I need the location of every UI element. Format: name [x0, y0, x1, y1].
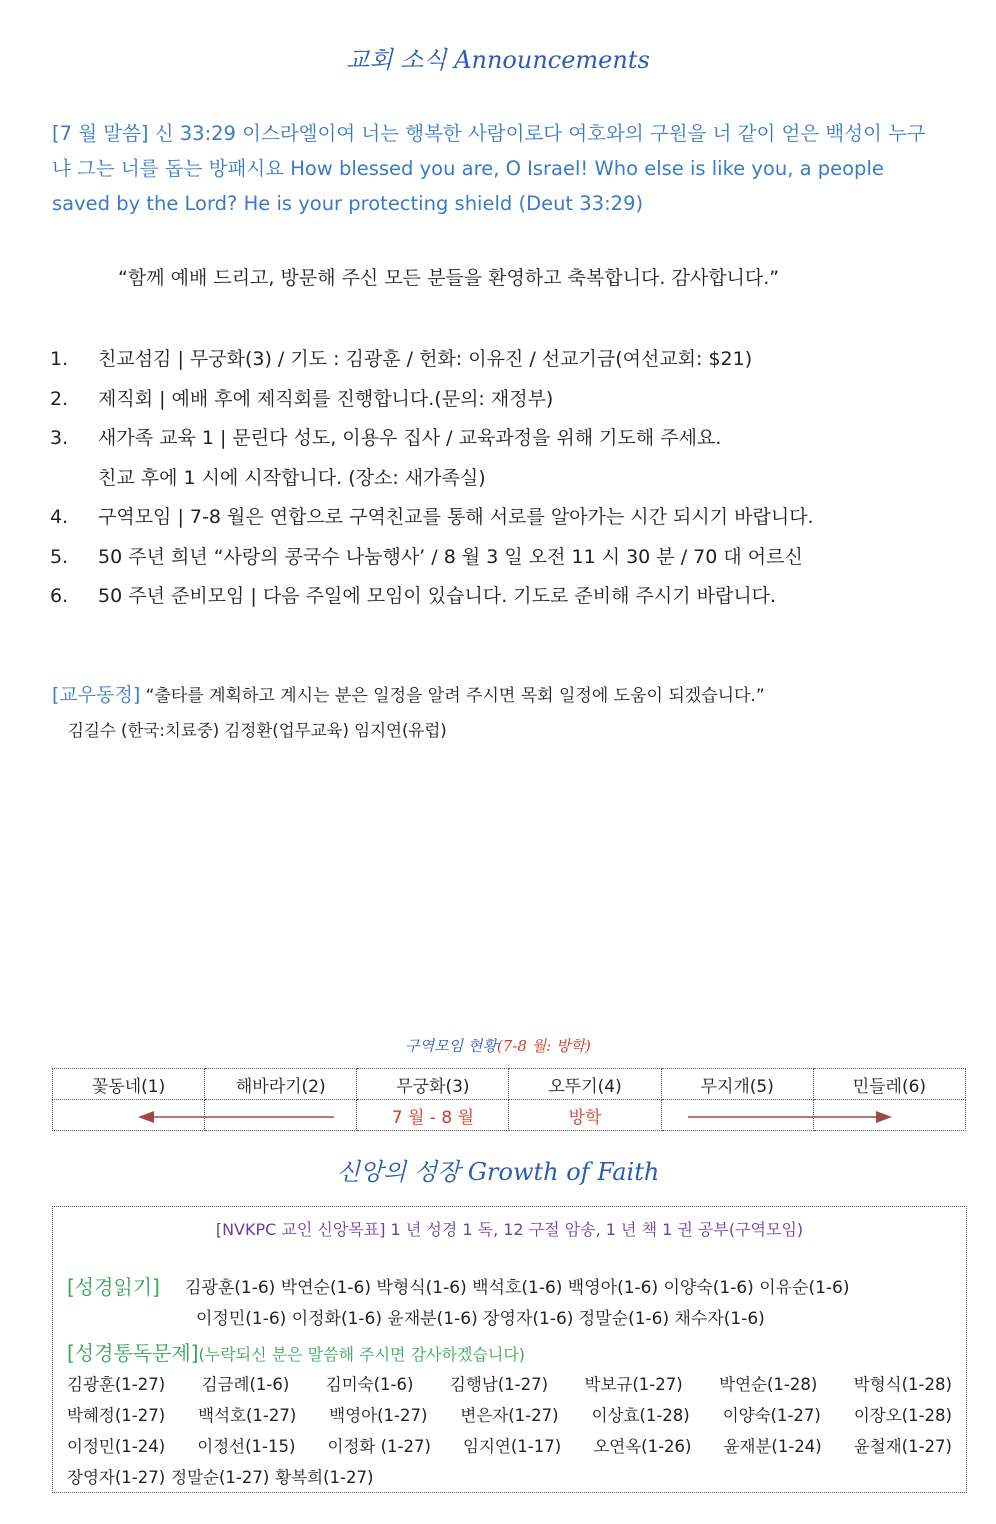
- item-number: 3.: [50, 427, 69, 449]
- item-number: 2.: [50, 387, 69, 410]
- name-entry: 백석호(1-27): [198, 1406, 297, 1425]
- prayer-text: “출타를 계획하고 계시는 분은 일정을 알려 주시면 목회 일정에 도움이 되겠습니다.”: [145, 686, 765, 706]
- group-name: 해바라기(2): [205, 1069, 357, 1100]
- prayer-requests: [52, 680, 765, 707]
- name-entry: 박혜정(1-27): [67, 1406, 166, 1425]
- announcement-list: [50, 340, 950, 617]
- announcement-item: [50, 538, 950, 578]
- names-line: [67, 1431, 952, 1462]
- reading-label: [성경읽기]: [67, 1275, 160, 1299]
- group-name: 무지개(5): [661, 1069, 813, 1100]
- name-entry: 변은자(1-27): [460, 1406, 559, 1425]
- welcome-message: “함께 예배 드리고, 방문해 주신 모든 분들을 환영하고 축복합니다. 감사합니다.”: [118, 267, 780, 289]
- name-entry: 백영아(1-27): [329, 1406, 428, 1425]
- page-title: 교회 소식 Announcements: [346, 46, 650, 74]
- problem-label-row: [67, 1337, 525, 1366]
- name-entry: 장영자(1-27): [67, 1468, 166, 1487]
- item-number: 1.: [50, 348, 69, 370]
- problem-label: [성경통독문제]: [67, 1341, 199, 1365]
- faith-goal: [NVKPC 교인 신앙목표] 1 년 성경 1 독, 12 구절 암송, 1 년 책 1 권 공부(구역모임): [215, 1220, 804, 1239]
- name-entry: 임지연(1-17): [463, 1437, 562, 1456]
- name-entry: 김행남(1-27): [449, 1375, 549, 1394]
- name-entry: 이정선(1-15): [197, 1437, 296, 1456]
- group-status-title: [0, 1035, 996, 1056]
- table-row: [53, 1069, 966, 1100]
- left-arrow-icon: [138, 1111, 334, 1123]
- announcement-item: [50, 380, 950, 420]
- name-entry: 오연옥(1-26): [593, 1437, 692, 1456]
- name-entry: 이양숙(1-27): [722, 1406, 821, 1425]
- name-entry: 박연순(1-28): [719, 1375, 818, 1394]
- name-entry: 정말순(1-27): [171, 1468, 270, 1487]
- status-cell: 방학: [509, 1100, 661, 1131]
- name-entry: 김금례(1-6): [201, 1375, 290, 1394]
- name-entry: 김미숙(1-6): [325, 1375, 414, 1394]
- names-line: [67, 1462, 952, 1493]
- name-entry: 이상효(1-28): [591, 1406, 690, 1425]
- name-entry: 박형식(1-28): [853, 1375, 952, 1394]
- item-text: 새가족 교육 1 | 문린다 성도, 이용우 집사 / 교육과정을 위해 기도해 주세요.: [98, 427, 722, 449]
- prayer-names: 김길수 (한국:치료중) 김정환(업무교육) 임지연(유럽): [68, 721, 447, 740]
- name-entry: 박보규(1-27): [584, 1375, 683, 1394]
- name-entry: 황복희(1-27): [275, 1468, 374, 1487]
- name-entry: 김광훈(1-27): [67, 1375, 166, 1394]
- name-entry: 이장오(1-28): [853, 1406, 952, 1425]
- group-name: 무궁화(3): [357, 1069, 509, 1100]
- item-text: 제직회 | 예배 후에 제직회를 진행합니다.(문의: 재정부): [98, 387, 554, 410]
- right-arrow-icon: [688, 1111, 892, 1123]
- item-text: 50 주년 준비모임 | 다음 주일에 모임이 있습니다. 기도로 준비해 주시기 바랍니다.: [98, 585, 777, 607]
- group-name: 오뚜기(4): [509, 1069, 661, 1100]
- group-status-note: (7-8 월: 방학): [496, 1037, 591, 1055]
- group-name: 꽃동네(1): [53, 1069, 205, 1100]
- growth-title: 신앙의 성장 Growth of Faith: [336, 1158, 660, 1186]
- name-entry: 윤철재(1-27): [853, 1437, 952, 1456]
- problem-names: [67, 1369, 952, 1493]
- announcement-item: [50, 498, 950, 538]
- announcement-item: [50, 419, 950, 459]
- item-continuation: 친교 후에 1 시에 시작합니다. (장소: 새가족실): [98, 466, 486, 489]
- item-text: 친교섬김 | 무궁화(3) / 기도 : 김광훈 / 헌화: 이유진 / 선교기금(여선교회: $21): [98, 348, 753, 370]
- problem-note: (누락되신 분은 말씀해 주시면 감사하겠습니다): [198, 1345, 526, 1364]
- item-number: 6.: [50, 585, 69, 607]
- period-arrows: [52, 1100, 966, 1132]
- names-line: [67, 1400, 952, 1431]
- reading-names-line1: 김광훈(1-6) 박연순(1-6) 박형식(1-6) 백석호(1-6) 백영아(1-6) 이양숙(1-6) 이유순(1-6): [185, 1278, 850, 1298]
- item-number: 5.: [50, 545, 69, 568]
- monthly-verse: [7 월 말씀] 신 33:29 이스라엘이여 너는 행복한 사람이로다 여호와의 구원을 너 같이 얻은 백성이 누구냐 그는 너를 돕는 방패시요 How blessed you are, O Israel! Who else is like you, a people saved by the Lord? He is your protecting shield (Deut 33:29): [52, 122, 926, 215]
- group-name: 민들레(6): [813, 1069, 965, 1100]
- announcement-item: [50, 577, 950, 617]
- name-entry: 윤재분(1-24): [723, 1437, 822, 1456]
- names-line: [67, 1369, 952, 1400]
- item-text: 구역모임 | 7-8 월은 연합으로 구역친교를 통해 서로를 알아가는 시간 되시기 바랍니다.: [98, 506, 814, 528]
- reading-names-line2: 이정민(1-6) 이정화(1-6) 윤재분(1-6) 장영자(1-6) 정말순(1-6) 채수자(1-6): [196, 1309, 765, 1329]
- item-text: 50 주년 희년 “사랑의 콩국수 나눔행사’ / 8 월 3 일 오전 11 시 30 분 / 70 대 어르신: [98, 545, 803, 568]
- item-number: 4.: [50, 506, 69, 528]
- group-status-label: 구역모임 현황: [405, 1037, 497, 1055]
- period-cell: 7 월 - 8 월: [357, 1100, 509, 1131]
- prayer-label: [교우동정]: [52, 684, 141, 706]
- name-entry: 이정화 (1-27): [327, 1437, 431, 1456]
- announcement-item: [50, 340, 950, 380]
- growth-box: [52, 1206, 967, 1493]
- name-entry: 이정민(1-24): [67, 1437, 166, 1456]
